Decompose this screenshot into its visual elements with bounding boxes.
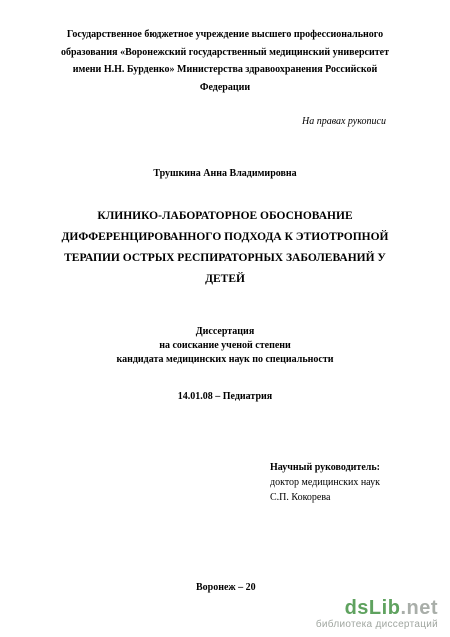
watermark-logo-part1: dsLib [344, 597, 401, 619]
supervisor-heading: Научный руководитель: [270, 462, 380, 473]
title-line-4: ДЕТЕЙ [205, 273, 245, 285]
manuscript-rights-note: На правах рукописи [302, 116, 386, 127]
dissertation-line-2: на соискание ученой степени [159, 340, 291, 351]
institution-line-4: Федерации [199, 81, 251, 93]
title-line-1: КЛИНИКО-ЛАБОРАТОРНОЕ ОБОСНОВАНИЕ [97, 210, 353, 222]
dissertation-title [0, 206, 450, 290]
supervisor-degree: доктор медицинских наук [270, 477, 380, 488]
dissertation-purpose [0, 325, 450, 367]
watermark-logo [316, 597, 438, 619]
watermark-subtitle: библиотека диссертаций [315, 619, 438, 630]
author-name: Трушкина Анна Владимировна [153, 168, 297, 179]
dissertation-line-3: кандидата медицинских наук по специальности [116, 354, 334, 365]
supervisor-block [270, 460, 380, 505]
watermark-logo-part2: .net [400, 597, 438, 619]
supervisor-name: С.П. Кокорева [270, 492, 331, 503]
institution-line-3: имени Н.Н. Бурденко» Министерства здравоохранения Российской [72, 64, 378, 75]
institution-line-2: образования «Воронежский государственный медицинский университет [60, 46, 390, 58]
title-line-2: ДИФФЕРЕНЦИРОВАННОГО ПОДХОДА К ЭТИОТРОПНОЙ [61, 231, 389, 243]
dissertation-line-1: Диссертация [195, 326, 255, 337]
specialty-code: 14.01.08 – Педиатрия [177, 391, 273, 402]
title-line-3: ТЕРАПИИ ОСТРЫХ РЕСПИРАТОРНЫХ ЗАБОЛЕВАНИЙ У [64, 252, 386, 264]
institution-name [0, 26, 450, 96]
dslib-watermark [316, 597, 438, 631]
institution-line-1: Государственное бюджетное учреждение высшего профессионального [66, 29, 384, 40]
city-year: Воронеж – 20 [196, 582, 256, 593]
